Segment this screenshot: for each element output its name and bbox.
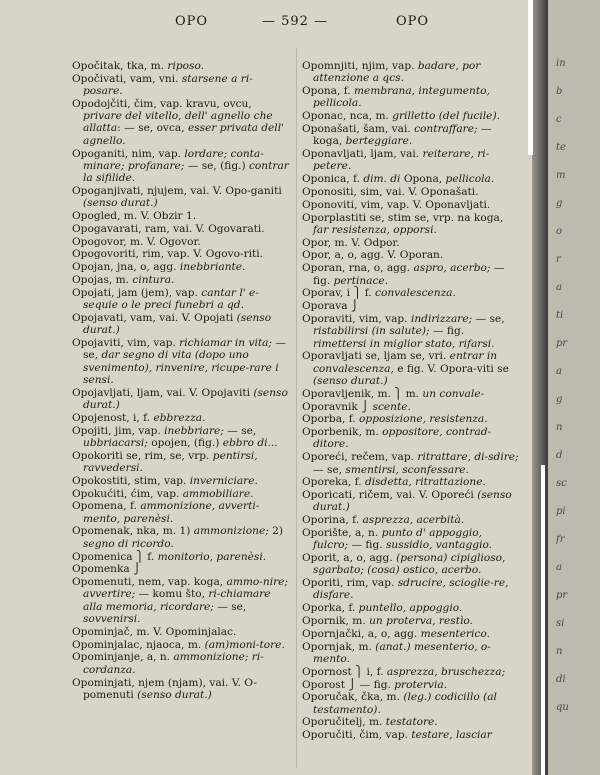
next-page-fragment: si <box>556 618 565 629</box>
next-page-fragment: in <box>556 58 566 69</box>
dictionary-entry: Opona, f. membrana, integumento, pellicola. <box>302 85 490 110</box>
dictionary-entry: Oporbenik, m. oppositore, contrad-ditore. <box>302 426 492 451</box>
dictionary-entry: Oporište, a, n. punto d' appoggio, fulcro; — fig. sussidio, vantaggio. <box>302 526 493 552</box>
next-page-fragment: di <box>556 674 566 685</box>
next-page-fragment: pr <box>556 590 568 601</box>
next-page-fragment: a <box>556 366 562 377</box>
next-page-fragment: pi <box>556 506 566 517</box>
right-column <box>302 60 520 742</box>
next-page-fragment: g <box>556 198 563 209</box>
dictionary-entry: Opomenak, nka, m. 1) ammonizione; 2) segno di ricordo. <box>72 525 284 550</box>
dictionary-entry: Opomenka ⎭ <box>72 563 142 576</box>
dictionary-entry: Opornjak, m. (anat.) mesenterio, o-mento. <box>302 640 491 665</box>
dictionary-entry: Oporka, f. puntello, appoggio. <box>302 602 463 615</box>
dictionary-entry: Opočivati, vam, vni. starsene a ri-posare. <box>72 72 253 98</box>
page-number: — 592 — <box>262 14 329 29</box>
dictionary-entry: Oporit, a, o, agg. (persona) cipiglioso, sgarbato; (cosa) ostico, acerbo. <box>302 552 506 577</box>
dictionary-entry: Oponavljati, ljam, vai. reiterare, ri-petere. <box>302 148 490 173</box>
left-column <box>72 60 290 702</box>
dictionary-entry: Opočitak, tka, m. riposo. <box>72 60 205 72</box>
dictionary-entry: Oporavljati se, ljam se, vri. entrar in convalescenza, e fig. V. Opora-viti se (senso durat.) <box>302 350 509 387</box>
dictionary-entry: Opojiti, jim, vap. inebbriare; — se, ubbriacarsi; opojen, (fig.) ebbro di... <box>72 424 278 449</box>
dictionary-entry: Oporaviti, vim, vap. indirizzare; — se, ristabilirsi (in salute); — fig. rimettersi in miglior stato, rifarsi. <box>302 312 505 350</box>
dictionary-entry: Opominjati, njem (njam), vai. V. O-pomenuti (senso durat.) <box>72 676 257 701</box>
dictionary-entry: Oporavljenik, m. ⎫ m. un convale- <box>302 387 485 400</box>
next-page-edge <box>548 0 600 775</box>
column-divider <box>296 48 297 768</box>
dictionary-entry: Oponica, f. dim. di Opona, pellicola. <box>302 173 495 186</box>
dictionary-entry: Opojas, m. cintura. <box>72 274 175 287</box>
dictionary-entry: Opornost ⎫ i, f. asprezza, bruschezza; <box>302 665 506 678</box>
dictionary-entry: Oporeći, rečem, vap. ritrattare, di-sdire; — se, smentirsi, sconfessare. <box>302 451 519 476</box>
next-page-fragment: ti <box>556 310 564 321</box>
dictionary-entry: Opornik, m. un proterva, restìo. <box>302 615 473 628</box>
running-head-right: OPO <box>396 14 430 29</box>
dictionary-entry: Oporost ⎭ — fig. protervia. <box>302 678 448 691</box>
next-page-fragment: sc <box>556 478 567 489</box>
dictionary-entry: Opojati, jam (jem), vap. cantar l' e-sequie o le preci funebri a qd. <box>72 286 259 312</box>
dictionary-entry: Oporavnik ⎭ scente. <box>302 400 411 413</box>
dictionary-entry: Oporučak, čka, m. (leg.) codicillo (al testamento). <box>302 691 497 716</box>
next-page-fragment: te <box>556 142 566 153</box>
dictionary-entry: Oporav, i ⎫ f. convalescenza. <box>302 287 456 300</box>
dictionary-entry: Oporeka, f. disdetta, ritrattazione. <box>302 476 486 489</box>
dictionary-entry: Opogovoriti, rim, vap. V. Ogovo-riti. <box>72 248 264 261</box>
dictionary-entry: Opokostiti, stim, vap. inverniciare. <box>72 474 258 487</box>
dictionary-entry: Oporiti, rim, vap. sdrucire, scioglie-re, disfare. <box>302 577 509 602</box>
dictionary-entry: Opomnjiti, njim, vap. badare, por attenzione a qcs. <box>302 60 481 85</box>
dictionary-entry: Oporava ⎭ <box>302 300 359 313</box>
next-page-fragment: qu <box>556 702 569 713</box>
scan-edge-top <box>528 0 533 155</box>
dictionary-entry: Opogavarati, ram, vai. V. Ogovarati. <box>72 222 265 235</box>
dictionary-entry: Oporba, f. opposizione, resistenza. <box>302 413 488 426</box>
dictionary-entry: Oporučitelj, m. testatore. <box>302 716 438 729</box>
book-gutter <box>532 0 548 775</box>
dictionary-entry: Opomenuti, nem, vap. koga, ammo-nire; avvertire; — komu što, ri-chiamare alla memoria, ricordare; — se, sovvenirsi. <box>72 576 288 626</box>
next-page-fragment: o <box>556 226 563 237</box>
next-page-fragment: d <box>556 450 563 461</box>
dictionary-entry: Oporina, f. asprezza, acerbità. <box>302 514 465 527</box>
dictionary-entry: Oporicati, ričem, vai. V. Oporeći (senso durat.) <box>302 489 512 514</box>
scan-edge-bottom <box>541 465 545 775</box>
dictionary-entry: Opoganjivati, njujem, vai. V. Opo-ganiti (senso durat.) <box>72 184 282 210</box>
dictionary-entry: Oponac, nca, m. grilletto (del fucile). <box>302 110 500 123</box>
dictionary-entry: Opoganiti, nim, vap. lordare; conta-minare; profanare; — se, (fig.) contrar la sifilide. <box>72 147 289 185</box>
dictionary-entry: Oponositi, sim, vai. V. Oponašati. <box>302 185 479 198</box>
dictionary-entry: Opojan, jna, o, agg. inebbriante. <box>72 261 246 274</box>
dictionary-entry: Opominjač, m. V. Opominjalac. <box>72 625 237 638</box>
next-page-fragment: g <box>556 394 563 405</box>
dictionary-entry: Oporplastiti se, stim se, vrp. na koga, far resistenza, opporsi. <box>302 211 504 236</box>
dictionary-entry: Opomenica ⎫ f. monitorio, parenèsi. <box>72 550 267 563</box>
dictionary-entry: Opomena, f. ammonizione, avverti-mento, parenèsi. <box>72 500 260 525</box>
dictionary-entry: Opokoriti se, rim, se, vrp. pentirsi, ravvedersi. <box>72 449 258 474</box>
dictionary-entry: Opominjalac, njaoca, m. (am)moni-tore. <box>72 638 285 651</box>
dictionary-entry: Opor, m. V. Odpor. <box>302 236 400 249</box>
dictionary-entry: Oporučiti, čim, vap. testare, lasciar <box>302 729 492 742</box>
next-page-fragment: fr <box>556 534 565 545</box>
next-page-fragment: m <box>556 170 566 181</box>
next-page-fragment: c <box>556 114 562 125</box>
next-page-fragment: n <box>556 646 563 657</box>
dictionary-entry: Opojavati, vam, vai. V. Opojati (senso durat.) <box>72 311 272 337</box>
next-page-fragment: a <box>556 562 562 573</box>
dictionary-entry: Opojaviti, vim, vap. richiamar in vita; — se, dar segno di vita (dopo uno svenimento), rinvenire, ricupe-rare i sensi. <box>72 337 286 386</box>
next-page-fragment: n <box>556 422 563 433</box>
next-page-fragment: b <box>556 86 563 97</box>
next-page-fragment: a <box>556 282 562 293</box>
dictionary-entry: Opogovor, m. V. Ogovor. <box>72 235 201 248</box>
dictionary-entry: Opornjački, a, o, agg. mesenterico. <box>302 627 490 640</box>
dictionary-entry: Opojavljati, ljam, vai. V. Opojaviti (senso durat.) <box>72 386 288 412</box>
next-page-fragment: r <box>556 254 561 265</box>
dictionary-entry: Oponoviti, vim, vap. V. Oponavljati. <box>302 198 491 211</box>
dictionary-entry: Oporan, rna, o, agg. aspro, acerbo; — fig. pertinace. <box>302 262 505 287</box>
dictionary-entry: Opogled, m. V. Obzir 1. <box>72 210 197 223</box>
next-page-fragment: pr <box>556 338 568 349</box>
dictionary-entry: Opokućiti, ćim, vap. ammobiliare. <box>72 487 254 500</box>
dictionary-entry: Opominjanje, a, n. ammonizione; ri-cordanza. <box>72 651 264 676</box>
dictionary-entry: Oponašati, šam, vai. contraffare; — koga, berteggiare. <box>302 122 492 148</box>
dictionary-entry: Opor, a, o, agg. V. Oporan. <box>302 249 444 262</box>
dictionary-entry: Opodojčiti, čim, vap. kravu, ovcu, privare del vitello, dell' agnello che allatta: — se, ovca, esser privata dell' agnello. <box>72 97 284 147</box>
dictionary-entry: Opojenost, i, f. ebbrezza. <box>72 411 206 424</box>
running-head-left: OPO <box>175 14 209 29</box>
